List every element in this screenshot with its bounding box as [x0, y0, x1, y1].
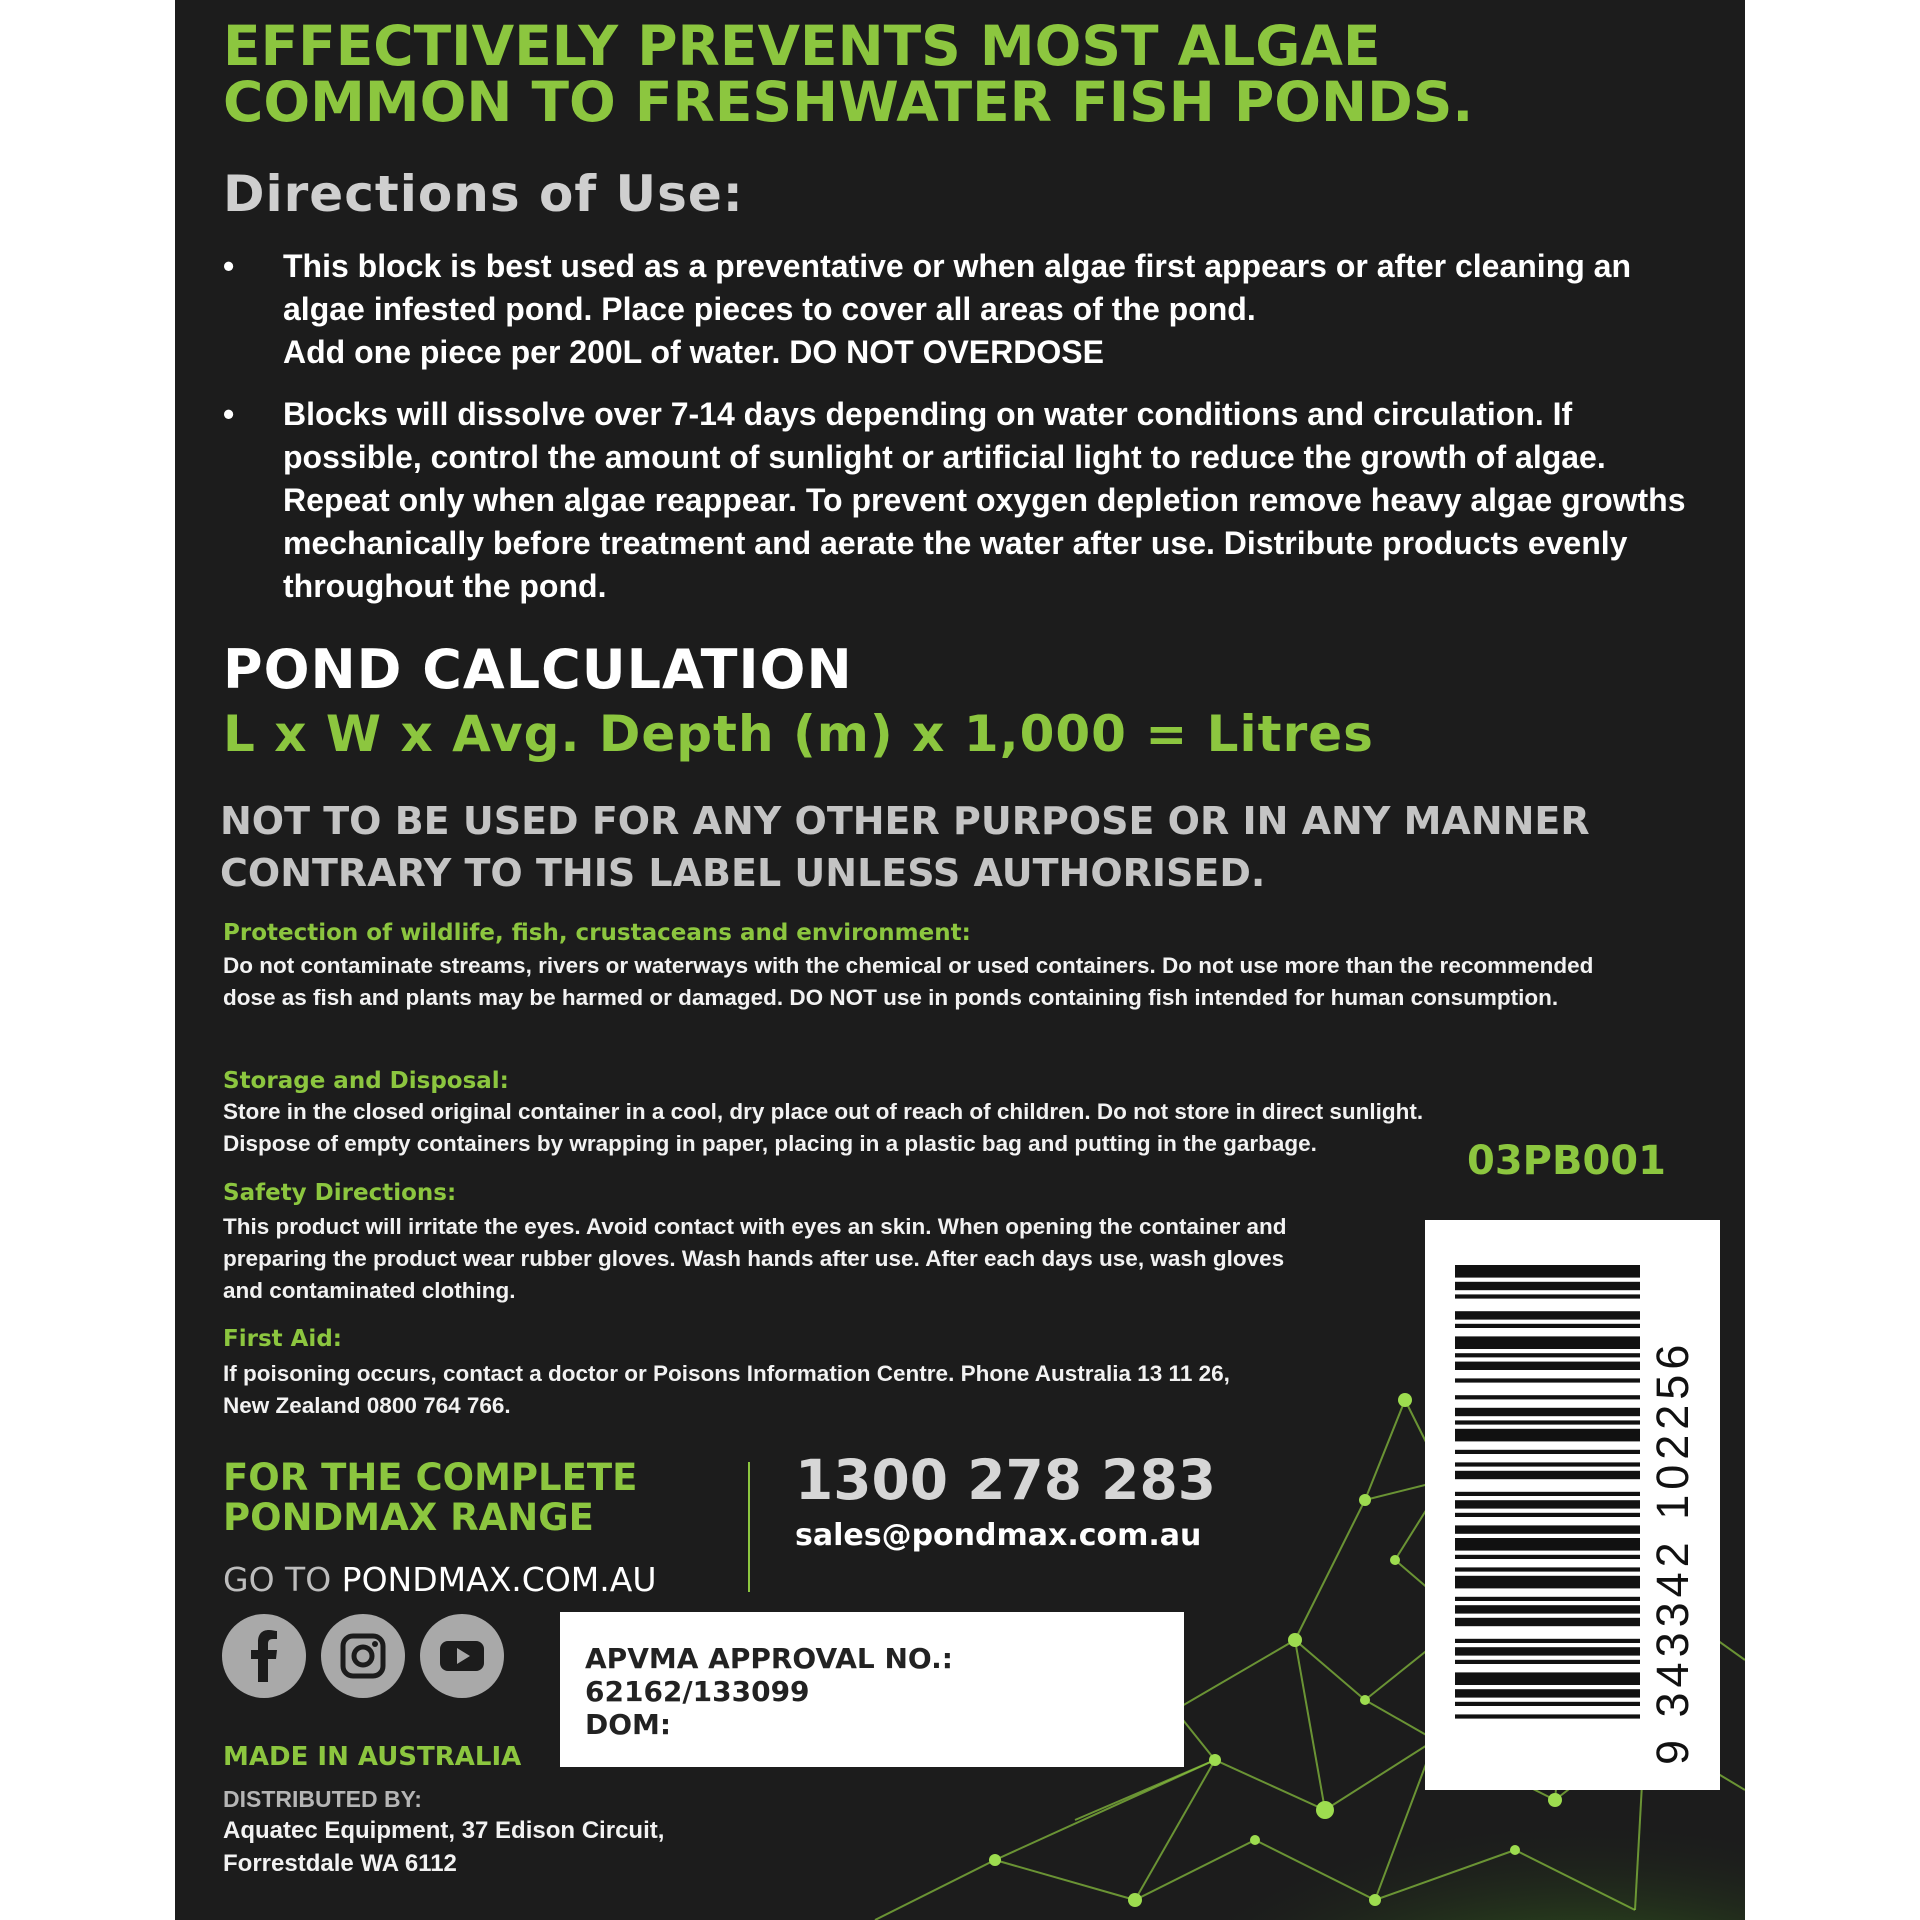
website-line	[223, 1560, 657, 1599]
safety-body: This product will irritate the eyes. Avoid contact with eyes an skin. When opening the container and preparing the product wear rubber gloves. Wash hands after use. After each days use, wash gloves and contaminated clothing.	[223, 1214, 1287, 1303]
protection-heading: Protection of wildlife, fish, crustaceans and environment:	[223, 920, 971, 946]
barcode-bar	[1455, 1324, 1640, 1328]
directions-bullet	[223, 245, 1703, 374]
barcode-number: 9 343342 102256	[1647, 1339, 1698, 1765]
usage-warning-line-1: NOT TO BE USED FOR ANY OTHER PURPOSE OR IN ANY MANNER	[220, 799, 1590, 843]
barcode-bar	[1455, 1702, 1640, 1706]
usage-warning	[220, 795, 1700, 899]
barcode-bar	[1455, 1282, 1640, 1290]
barcode-bar	[1455, 1265, 1640, 1278]
barcode-bar	[1455, 1429, 1640, 1442]
barcode-bar	[1455, 1500, 1640, 1508]
barcode-bar	[1455, 1689, 1640, 1697]
product-code: 03PB001	[1467, 1138, 1666, 1184]
barcode-bar	[1455, 1672, 1640, 1685]
distributor-address: Aquatec Equipment, 37 Edison Circuit, Forrestdale WA 6112	[223, 1817, 665, 1877]
barcode-bar	[1455, 1576, 1640, 1589]
barcode-bar	[1455, 1311, 1640, 1319]
headline-line-2: COMMON TO FRESHWATER FISH PONDS.	[223, 70, 1474, 134]
barcode-bar	[1455, 1378, 1640, 1382]
pond-calculation-formula: L x W x Avg. Depth (m) x 1,000 = Litres	[223, 705, 1374, 763]
barcode-bar	[1455, 1538, 1640, 1551]
approval-box	[560, 1612, 1184, 1767]
first-aid-heading: First Aid:	[223, 1326, 342, 1352]
directions-title: Directions of Use:	[223, 165, 744, 223]
website-prefix: GO TO	[223, 1560, 342, 1599]
barcode-bar	[1455, 1660, 1640, 1664]
phone-number[interactable]: 1300 278 283	[795, 1448, 1216, 1512]
barcode-bar	[1455, 1362, 1640, 1370]
pond-calculation-title: POND CALCULATION	[223, 638, 853, 701]
barcode-bar	[1455, 1567, 1640, 1571]
barcode-bar	[1455, 1395, 1640, 1399]
barcode-bar	[1455, 1492, 1640, 1496]
storage-heading: Storage and Disposal:	[223, 1068, 509, 1094]
approval-number: APVMA APPROVAL NO.: 62162/133099	[585, 1642, 953, 1708]
facebook-icon[interactable]	[222, 1614, 306, 1698]
barcode-bar	[1455, 1408, 1640, 1416]
range-title: FOR THE COMPLETE PONDMAX RANGE	[223, 1456, 638, 1539]
storage-body: Store in the closed original container in a cool, dry place out of reach of children. Do not store in direct sunlight. Dispose of empty containers by wrapping in paper, placing in a plastic bag and putting in the garbage.	[223, 1099, 1424, 1156]
directions-bullet	[223, 393, 1703, 608]
usage-warning-line-2: CONTRARY TO THIS LABEL UNLESS AUTHORISED.	[220, 851, 1266, 895]
barcode-bar	[1455, 1336, 1640, 1349]
contact-divider	[748, 1462, 750, 1592]
barcode-bar	[1455, 1639, 1640, 1643]
barcode-bar	[1455, 1647, 1640, 1655]
protection-body: Do not contaminate streams, rivers or waterways with the chemical or used containers. Do not use more than the recommended dose as fish and plants may be harmed or damaged. DO NOT use in ponds containing fish intended for human consumption.	[223, 953, 1594, 1010]
barcode-bar	[1455, 1618, 1640, 1626]
headline-line-1: EFFECTIVELY PREVENTS MOST ALGAE	[223, 14, 1381, 78]
made-in-label: MADE IN AUSTRALIA	[223, 1742, 522, 1772]
barcode-bar	[1455, 1714, 1640, 1718]
product-label	[175, 0, 1745, 1920]
barcode-bar	[1455, 1555, 1640, 1559]
bullet-point: •	[223, 396, 235, 432]
bullet-point: •	[223, 248, 235, 284]
barcode	[1425, 1220, 1720, 1790]
barcode-bar	[1455, 1597, 1640, 1601]
headline	[223, 14, 1723, 134]
safety-heading: Safety Directions:	[223, 1180, 457, 1206]
website-link[interactable]: PONDMAX.COM.AU	[341, 1560, 657, 1599]
barcode-bar	[1455, 1525, 1640, 1533]
barcode-bar	[1455, 1420, 1640, 1424]
distributed-by-heading: DISTRIBUTED BY:	[223, 1786, 422, 1812]
barcode-bar	[1455, 1513, 1640, 1517]
youtube-icon[interactable]	[420, 1614, 504, 1698]
barcode-bar	[1455, 1471, 1640, 1479]
bullet-text: Blocks will dissolve over 7-14 days depending on water conditions and circulation. If possible, control the amount of sunlight or artificial light to reduce the growth of algae. Repeat only when algae reappear. To prevent oxygen depletion remove heavy algae growths mechanically before treatment and aerate the water after use. Distribute products evenly throughout the pond.	[283, 396, 1686, 604]
barcode-bar	[1455, 1353, 1640, 1357]
email-link[interactable]: sales@pondmax.com.au	[795, 1518, 1202, 1553]
barcode-bar	[1455, 1294, 1640, 1298]
instagram-icon[interactable]	[321, 1614, 405, 1698]
bullet-text: This block is best used as a preventative or when algae first appears or after cleaning an algae infested pond. Place pieces to cover all areas of the pond. Add one piece per 200L of water. DO NOT OVERDOSE	[283, 248, 1632, 370]
barcode-bar	[1455, 1462, 1640, 1466]
first-aid-body: If poisoning occurs, contact a doctor or Poisons Information Centre. Phone Australia 13 11 26, New Zealand 0800 764 766.	[223, 1361, 1230, 1418]
dom-label: DOM:	[585, 1708, 672, 1741]
barcode-bar	[1455, 1605, 1640, 1613]
barcode-bar	[1455, 1450, 1640, 1454]
